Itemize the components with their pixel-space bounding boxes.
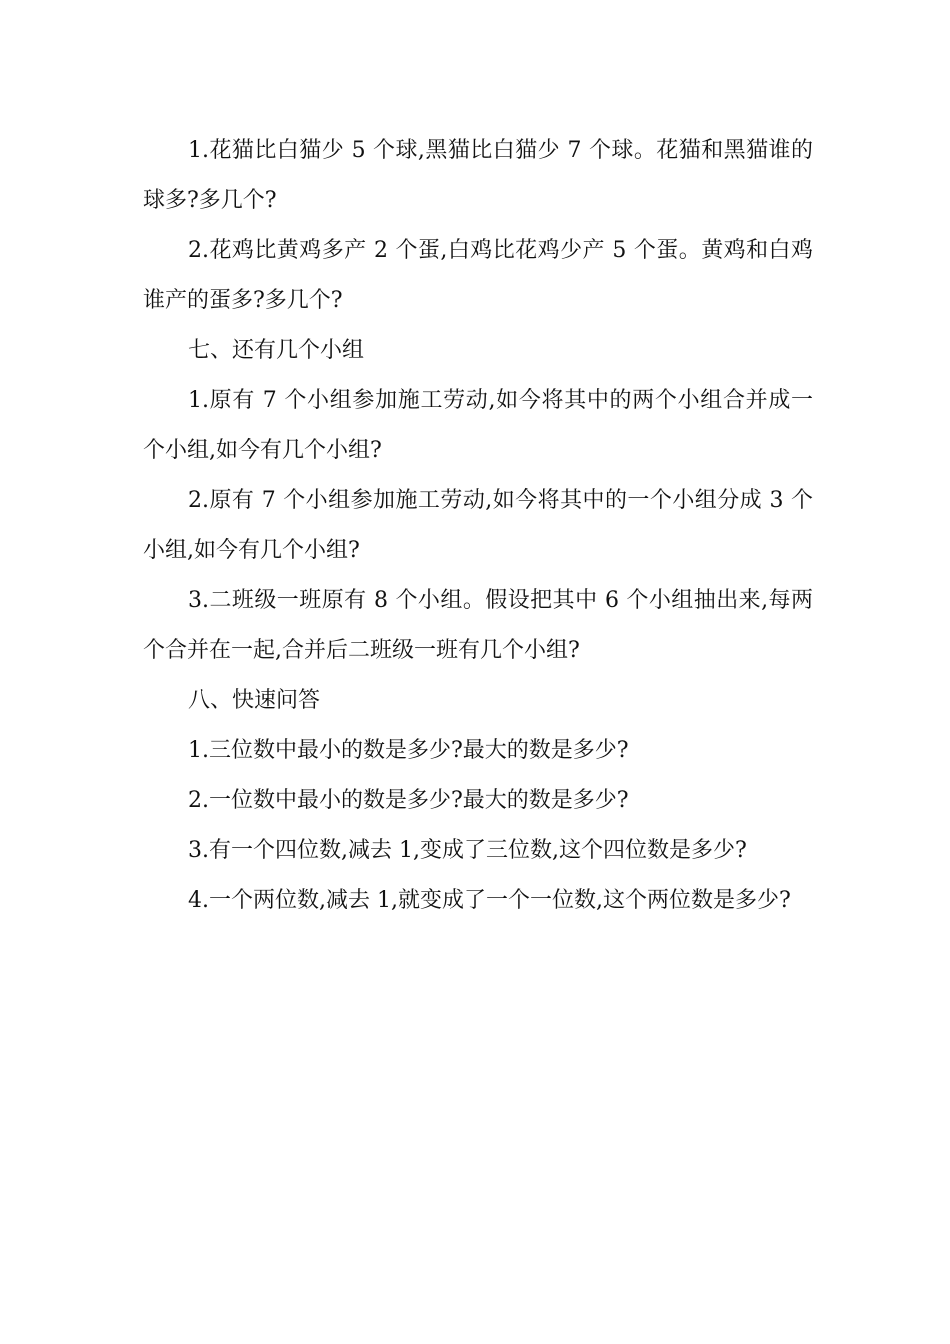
problem-paragraph: 3.二班级一班原有 8 个小组。假设把其中 6 个小组抽出来,每两个合并在一起,合并后二班级一班有几个小组?: [143, 588, 813, 663]
section-heading: 八、快速问答: [188, 688, 321, 713]
problem-paragraph: 4.一个两位数,减去 1,就变成了一个一位数,这个两位数是多少?: [188, 888, 791, 913]
problem-paragraph: 3.有一个四位数,减去 1,变成了三位数,这个四位数是多少?: [188, 838, 747, 863]
section-heading: 七、还有几个小组: [188, 338, 365, 363]
problem-paragraph: 1.三位数中最小的数是多少?最大的数是多少?: [188, 738, 629, 763]
document-body: [143, 126, 813, 926]
problem-paragraph: 2.花鸡比黄鸡多产 2 个蛋,白鸡比花鸡少产 5 个蛋。黄鸡和白鸡谁产的蛋多?多几个?: [143, 238, 813, 313]
problem-paragraph: 1.原有 7 个小组参加施工劳动,如今将其中的两个小组合并成一个小组,如今有几个小组?: [143, 388, 813, 463]
problem-paragraph: 2.原有 7 个小组参加施工劳动,如今将其中的一个小组分成 3 个小组,如今有几个小组?: [143, 488, 813, 563]
problem-paragraph: 1.花猫比白猫少 5 个球,黑猫比白猫少 7 个球。花猫和黑猫谁的球多?多几个?: [143, 138, 813, 213]
problem-paragraph: 2.一位数中最小的数是多少?最大的数是多少?: [188, 788, 629, 813]
